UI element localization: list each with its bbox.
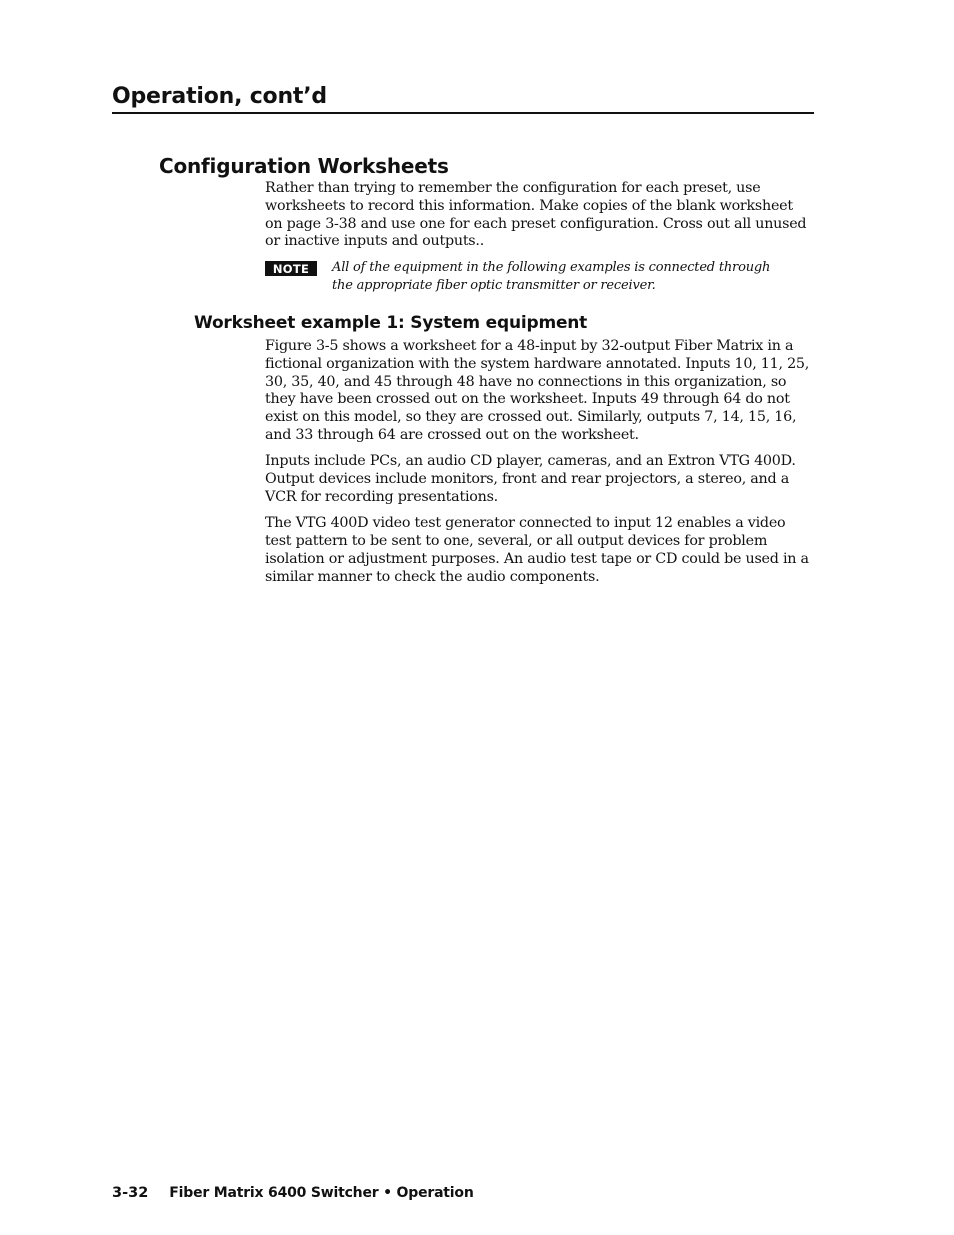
note-badge: NOTE	[265, 261, 317, 276]
note-block	[265, 259, 813, 295]
subsection-title: Worksheet example 1: System equipment	[194, 313, 588, 333]
section-title: Configuration Worksheets	[159, 154, 449, 178]
example-paragraph: The VTG 400D video test generator connected to input 12 enables a video test pattern to be sent to one, several, or all output devices for problem isolation or adjustment purposes. An audio test tape or CD could be used in a similar manner to check the audio components.	[265, 515, 809, 585]
intro-paragraph: Rather than trying to remember the configuration for each preset, use worksheets to record this information. Make copies of the blank worksheet on page 3-38 and use one for each preset configuration. Cross out all unused or inactive inputs and outputs..	[265, 180, 807, 250]
example-paragraph: Inputs include PCs, an audio CD player, cameras, and an Extron VTG 400D. Output devices include monitors, front and rear projectors, a stereo, and a VCR for recording presentations.	[265, 453, 796, 505]
page-number: 3-32	[112, 1185, 149, 1201]
example-body	[265, 338, 813, 595]
example-paragraph: Figure 3-5 shows a worksheet for a 48-input by 32-output Fiber Matrix in a fictional organization with the system hardware annotated. Inputs 10, 11, 25, 30, 35, 40, and 45 through 48 have no connections in this organization, so they have been crossed out on the worksheet. Inputs 49 through 64 do not exist on this model, so they are crossed out. Similarly, outputs 7, 14, 15, 16, and 33 through 64 are crossed out on the worksheet.	[265, 338, 810, 443]
footer-title: Fiber Matrix 6400 Switcher • Operation	[169, 1185, 474, 1201]
note-text: All of the equipment in the following examples is connected through the appropriate fiber optic transmitter or receiver.	[332, 260, 771, 293]
page-footer	[112, 1184, 474, 1202]
page-header-title: Operation, cont’d	[112, 84, 327, 109]
page-header	[112, 84, 814, 114]
